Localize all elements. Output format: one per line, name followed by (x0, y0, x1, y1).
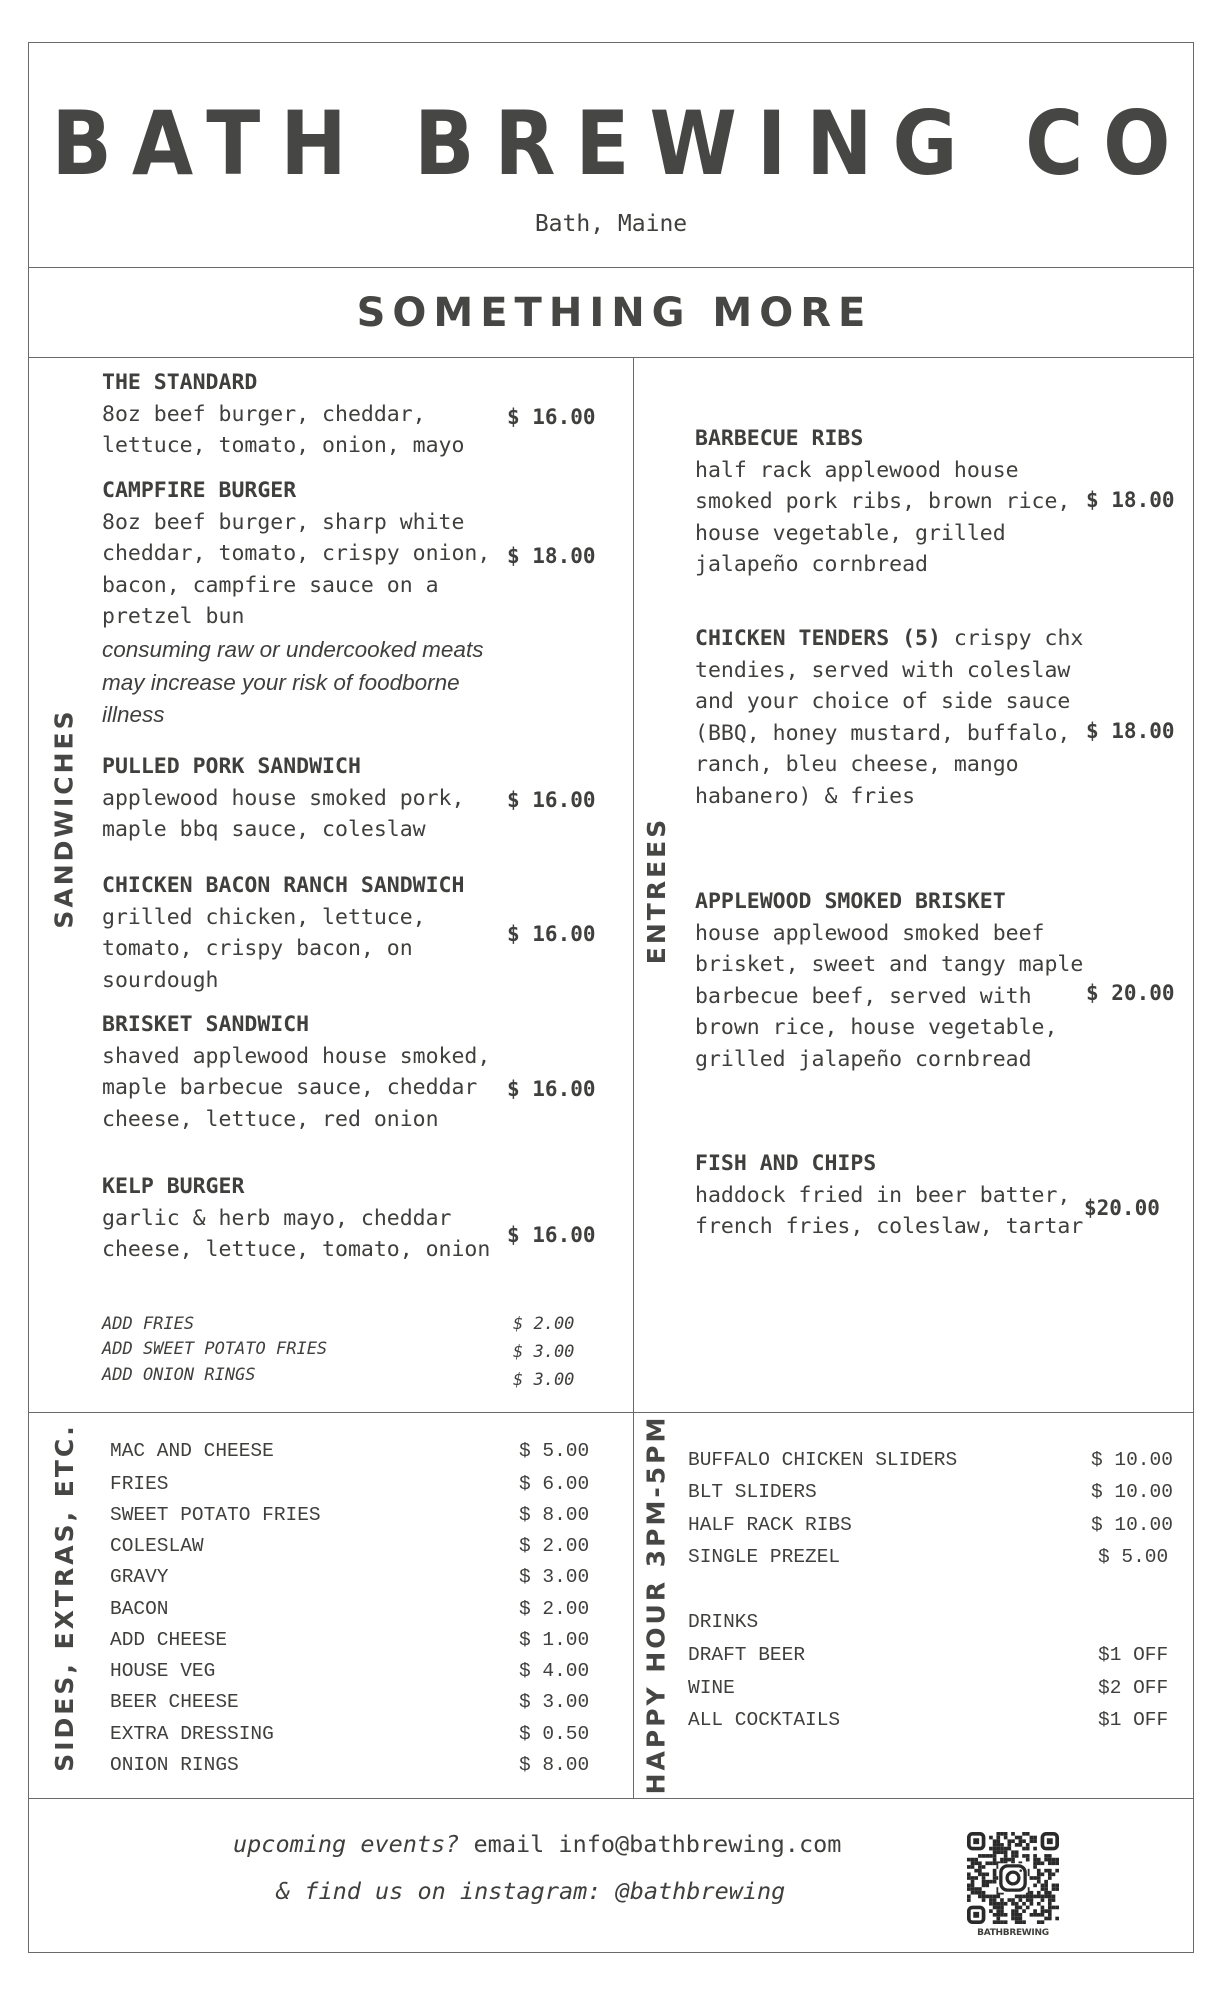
item-price: $ 16.00 (507, 1223, 596, 1247)
happy-hour-item-price: $ 10.00 (1091, 1514, 1173, 1536)
sandwiches-label: SANDWICHES (49, 707, 79, 929)
item-name: PULLED PORK SANDWICH (102, 754, 361, 779)
restaurant-name: BATH BREWING CO (51, 92, 1191, 195)
item-description: 8oz beef burger, cheddar, lettuce, tomato, onion, mayo (102, 401, 465, 458)
item-price: $ 16.00 (507, 922, 596, 946)
qr-code-icon[interactable] (967, 1832, 1059, 1924)
item-description: house applewood smoked beef brisket, sweet and tangy maple barbecue beef, served with brown rice, house vegetable, grilled jalapeño cornbread (695, 920, 1084, 1072)
happy-hour-item-name: BUFFALO CHICKEN SLIDERS (688, 1449, 958, 1471)
drink-discount: $1 OFF (1098, 1644, 1169, 1666)
drink-discount: $2 OFF (1098, 1677, 1169, 1699)
side-item-name: ADD CHEESE (110, 1629, 228, 1651)
side-item-price: $ 1.00 (519, 1629, 590, 1651)
side-item-name: BACON (110, 1598, 169, 1620)
drink-discount: $1 OFF (1098, 1709, 1169, 1731)
side-item-price: $ 2.00 (519, 1535, 590, 1557)
drink-name: WINE (688, 1677, 735, 1699)
side-item-price: $ 3.00 (519, 1691, 590, 1713)
happy-hour-item-price: $ 10.00 (1091, 1449, 1173, 1471)
item-name: CHICKEN TENDERS (5) (695, 626, 941, 651)
side-item-price: $ 0.50 (519, 1723, 590, 1745)
happy-hour-item-name: HALF RACK RIBS (688, 1514, 852, 1536)
side-item-name: GRAVY (110, 1566, 169, 1588)
side-item-name: SWEET POTATO FRIES (110, 1504, 321, 1526)
divider (28, 267, 1194, 268)
side-item-price: $ 8.00 (519, 1504, 590, 1526)
instagram-line: & find us on instagram: @bathbrewing (276, 1877, 786, 1905)
side-item-name: HOUSE VEG (110, 1660, 216, 1682)
column-divider (633, 357, 634, 1798)
menu-item (102, 1009, 502, 1135)
item-price: $ 18.00 (1086, 488, 1175, 512)
side-item-price: $ 3.00 (519, 1566, 590, 1588)
happy-hour-item-name: BLT SLIDERS (688, 1481, 817, 1503)
addon-label: ADD FRIES (102, 1314, 195, 1334)
side-item-name: ONION RINGS (110, 1754, 239, 1776)
item-description: half rack applewood house smoked pork ribs, brown rice, house vegetable, grilled jalapeño cornbread (695, 457, 1071, 577)
item-price: $ 16.00 (507, 405, 596, 429)
item-name: THE STANDARD (102, 370, 258, 395)
item-price: $ 20.00 (1086, 981, 1175, 1005)
side-item-name: FRIES (110, 1473, 169, 1495)
item-price: $ 16.00 (507, 1077, 596, 1101)
sides-label: SIDES, EXTRAS, ETC. (49, 1422, 79, 1772)
happy-hour-item-price: $ 10.00 (1091, 1481, 1173, 1503)
item-name: KELP BURGER (102, 1174, 245, 1199)
item-description: grilled chicken, lettuce, tomato, crispy bacon, on sourdough (102, 904, 426, 993)
drink-name: DRAFT BEER (688, 1644, 806, 1666)
side-item-price: $ 2.00 (519, 1598, 590, 1620)
qr-caption: BATHBREWING (977, 1928, 1049, 1938)
side-item-name: EXTRA DRESSING (110, 1723, 274, 1745)
item-price: $ 18.00 (507, 544, 596, 568)
menu-item (695, 1148, 1090, 1243)
item-description: haddock fried in beer batter, french fries, coleslaw, tartar (695, 1182, 1084, 1239)
item-name: CHICKEN BACON RANCH SANDWICH (102, 873, 465, 898)
entrees-label: ENTREES (641, 816, 671, 964)
menu-item (102, 1171, 502, 1266)
menu-item (102, 367, 502, 462)
menu-item (695, 623, 1090, 812)
happy-hour-item-name: SINGLE PREZEL (688, 1546, 841, 1568)
item-description: 8oz beef burger, sharp white cheddar, tomato, crispy onion, bacon, campfire sauce on a pretzel bun (102, 509, 491, 629)
item-name: CAMPFIRE BURGER (102, 478, 297, 503)
happy-hour-item-price: $ 5.00 (1098, 1546, 1169, 1568)
drinks-heading: DRINKS (688, 1611, 759, 1633)
divider (28, 357, 1194, 358)
item-description: applewood house smoked pork, maple bbq sauce, coleslaw (102, 785, 465, 842)
addon-price: $ 3.00 (513, 1342, 575, 1362)
side-item-name: BEER CHEESE (110, 1691, 239, 1713)
divider (28, 1412, 1194, 1413)
menu-item (102, 870, 502, 996)
side-item-price: $ 4.00 (519, 1660, 590, 1682)
addon-label: ADD ONION RINGS (102, 1365, 256, 1385)
side-item-price: $ 6.00 (519, 1473, 590, 1495)
food-safety-warning: consuming raw or undercooked meats may increase your risk of foodborne illness (102, 637, 484, 727)
side-item-price: $ 8.00 (519, 1754, 590, 1776)
side-item-name: COLESLAW (110, 1535, 204, 1557)
menu-item (695, 886, 1090, 1075)
addon-price: $ 3.00 (513, 1370, 575, 1390)
menu-item (102, 751, 502, 846)
menu-item (102, 475, 502, 633)
section-title: SOMETHING MORE (356, 290, 873, 336)
events-prefix: upcoming events? (233, 1830, 460, 1858)
menu-item (695, 423, 1090, 581)
item-price: $20.00 (1084, 1196, 1160, 1220)
item-name: APPLEWOOD SMOKED BRISKET (695, 889, 1006, 914)
addon-label: ADD SWEET POTATO FRIES (102, 1339, 328, 1359)
item-description: garlic & herb mayo, cheddar cheese, lettuce, tomato, onion (102, 1205, 491, 1262)
drink-name: ALL COCKTAILS (688, 1709, 841, 1731)
item-name: BRISKET SANDWICH (102, 1012, 310, 1037)
events-email: email info@bathbrewing.com (473, 1830, 842, 1858)
side-item-name: MAC AND CHEESE (110, 1440, 274, 1462)
item-price: $ 18.00 (1086, 719, 1175, 743)
item-description: shaved applewood house smoked, maple barbecue sauce, cheddar cheese, lettuce, red onion (102, 1043, 491, 1132)
item-name: BARBECUE RIBS (695, 426, 864, 451)
item-description: crispy chx tendies, served with coleslaw and your choice of side sauce (BBQ, honey mustard, buffalo, ranch, bleu cheese, mango habanero) & fries (695, 626, 1084, 809)
side-item-price: $ 5.00 (519, 1440, 590, 1462)
location: Bath, Maine (534, 211, 688, 237)
divider (28, 1798, 1194, 1799)
addon-price: $ 2.00 (513, 1314, 575, 1334)
item-name: FISH AND CHIPS (695, 1151, 877, 1176)
happy-hour-label: HAPPY HOUR 3PM-5PM (641, 1414, 671, 1794)
item-price: $ 16.00 (507, 788, 596, 812)
events-line (233, 1830, 841, 1858)
